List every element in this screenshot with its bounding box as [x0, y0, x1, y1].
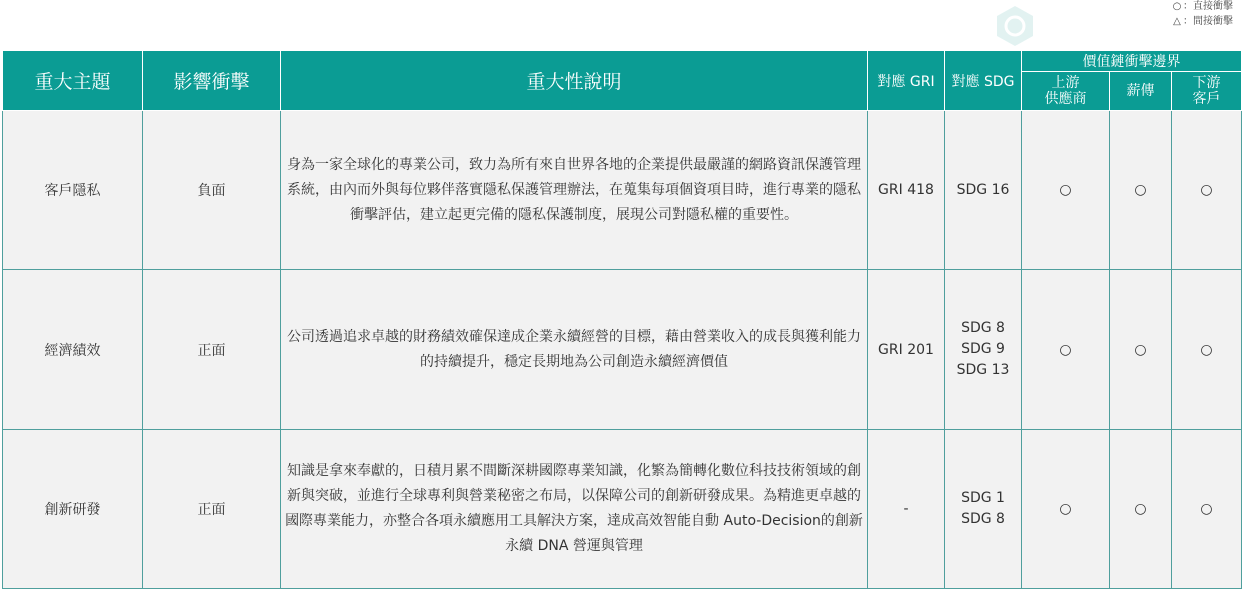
row-upstream-mark: ○ [1022, 270, 1110, 430]
row-sdg-item: SDG 8 [961, 320, 1005, 336]
legend-indirect-label: ：間接衝擊 [1183, 16, 1233, 27]
row-salary-mark: ○ [1110, 111, 1172, 270]
row-impact: 正面 [143, 430, 281, 589]
row-downstream-mark: ○ [1172, 111, 1242, 270]
header-sdg: 對應 SDG [945, 51, 1022, 111]
row-sdg [945, 111, 1022, 270]
row-sdg [945, 270, 1022, 430]
row-gri: GRI 418 [868, 111, 945, 270]
row-sdg-item: SDG 13 [956, 362, 1010, 378]
row-salary-mark: ○ [1110, 430, 1172, 589]
row-salary-mark: ○ [1110, 270, 1172, 430]
row-topic: 經濟績效 [3, 270, 143, 430]
header-gri: 對應 GRI [868, 51, 945, 111]
header-downstream-line1: 下游 [1192, 75, 1221, 91]
row-impact: 正面 [143, 270, 281, 430]
materiality-table [2, 50, 1242, 589]
header-upstream-line2: 供應商 [1044, 91, 1087, 107]
row-description: 身為一家全球化的專業公司，致力為所有來自世界各地的企業提供最嚴謹的網路資訊保護管理系統，由內而外與每位夥伴落實隱私保護管理辦法，在蒐集每項個資項目時，進行專業的隱私衝擊評估，建立起更完備的隱私保護制度，展現公司對隱私權的重要性。 [281, 111, 868, 270]
legend-indirect-symbol: △ [1173, 16, 1181, 27]
row-impact: 負面 [143, 111, 281, 270]
row-sdg-item: SDG 8 [961, 511, 1005, 527]
legend-direct [1171, 0, 1233, 15]
row-gri: GRI 201 [868, 270, 945, 430]
row-sdg-item: SDG 9 [961, 341, 1005, 357]
header-value-chain: 價值鏈衝擊邊界 [1022, 51, 1242, 72]
header-description: 重大性說明 [281, 51, 868, 111]
legend-direct-label: ：直接衝擊 [1183, 1, 1233, 12]
row-upstream-mark: ○ [1022, 111, 1110, 270]
row-topic: 創新研發 [3, 430, 143, 589]
header-impact: 影響衝擊 [143, 51, 281, 111]
impact-legend [1171, 0, 1233, 30]
table-row [3, 270, 1242, 430]
header-row [3, 51, 1242, 72]
header-upstream-line1: 上游 [1051, 75, 1080, 91]
row-description: 公司透過追求卓越的財務績效確保達成企業永續經營的目標，藉由營業收入的成長與獲利能力的持續提升，穩定長期地為公司創造永續經濟價值 [281, 270, 868, 430]
row-sdg-item: SDG 1 [961, 490, 1005, 506]
decorative-hexagon-icon [993, 4, 1037, 48]
row-downstream-mark: ○ [1172, 270, 1242, 430]
row-gri: - [868, 430, 945, 589]
header-topic: 重大主題 [3, 51, 143, 111]
row-sdg-item: SDG 16 [956, 181, 1010, 198]
row-description: 知識是拿來奉獻的，日積月累不間斷深耕國際專業知識，化繁為簡轉化數位科技技術領域的創新與突破，並進行全球專利與營業秘密之布局，以保障公司的創新研發成果。為精進更卓越的國際專業能力，亦整合各項永續應用工具解決方案，達成高效智能自動 Auto-Decision的創新永續 DNA 營運與管理 [281, 430, 868, 589]
legend-direct-symbol: ○ [1172, 1, 1182, 12]
table-row [3, 430, 1242, 589]
row-topic: 客戶隱私 [3, 111, 143, 270]
header-downstream-line2: 客戶 [1192, 91, 1221, 107]
row-sdg [945, 430, 1022, 589]
row-downstream-mark: ○ [1172, 430, 1242, 589]
row-upstream-mark: ○ [1022, 430, 1110, 589]
table-row [3, 111, 1242, 270]
header-upstream [1022, 72, 1110, 111]
header-salary: 薪傳 [1110, 72, 1172, 111]
legend-indirect [1171, 15, 1233, 30]
header-downstream [1172, 72, 1242, 111]
